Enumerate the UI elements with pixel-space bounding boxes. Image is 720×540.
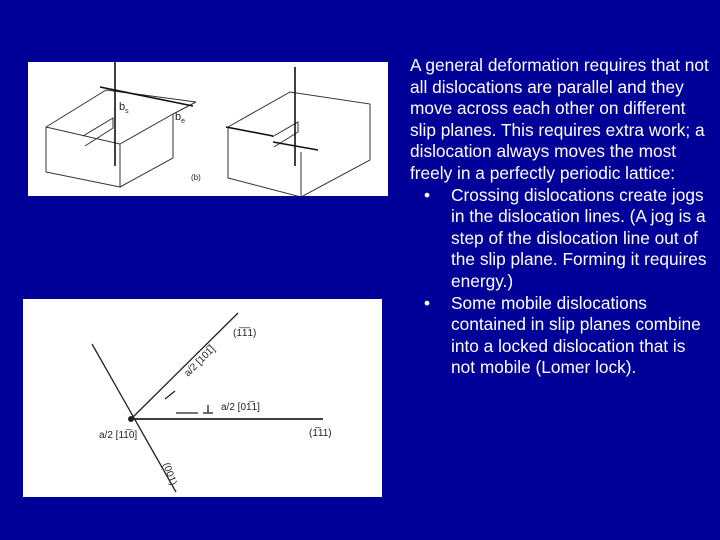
slide-text [410, 55, 710, 379]
burgers-vector-be-label: $b_e$ [175, 111, 186, 125]
burgers-label-1: a/2 [101̅] [182, 343, 218, 380]
burgers-label-3: a/2 [11̅0] [99, 430, 138, 441]
jog-formation-figure [28, 62, 388, 196]
lomer-lock-diagram [23, 299, 382, 497]
bullet-list [410, 185, 710, 379]
figure-caption-b: (b) [191, 173, 201, 182]
burgers-label-2: a/2 [01̅1] [221, 402, 260, 413]
plane-label-3: (001) [160, 461, 179, 487]
crossing-dislocations-diagram [28, 62, 388, 196]
bullet-marker: • [424, 184, 431, 205]
intro-paragraph: A general deformation requires that not all dislocations are parallel and they move across each other on different slip planes. This requires extra work; a dislocation always moves the most freely in a perfectly periodic lattice: [410, 55, 709, 183]
plane-label-1: (1̅1̅1) [233, 328, 257, 339]
lomer-lock-figure [23, 299, 382, 497]
bullet-item: • Crossing dislocations create jogs in the dislocation lines. (A jog is a step of the dislocation line out of the slip plane. Forming it requires energy.) [424, 184, 707, 291]
bullet-marker: • [424, 292, 431, 313]
burgers-vector-bs-label: $b_s$ [119, 101, 129, 115]
bullet-item: • Some mobile dislocations contained in slip planes combine into a locked dislocation that is not mobile (Lomer lock). [424, 292, 701, 378]
lock-node [128, 416, 134, 422]
plane-label-2: (1̅11) [309, 428, 332, 439]
